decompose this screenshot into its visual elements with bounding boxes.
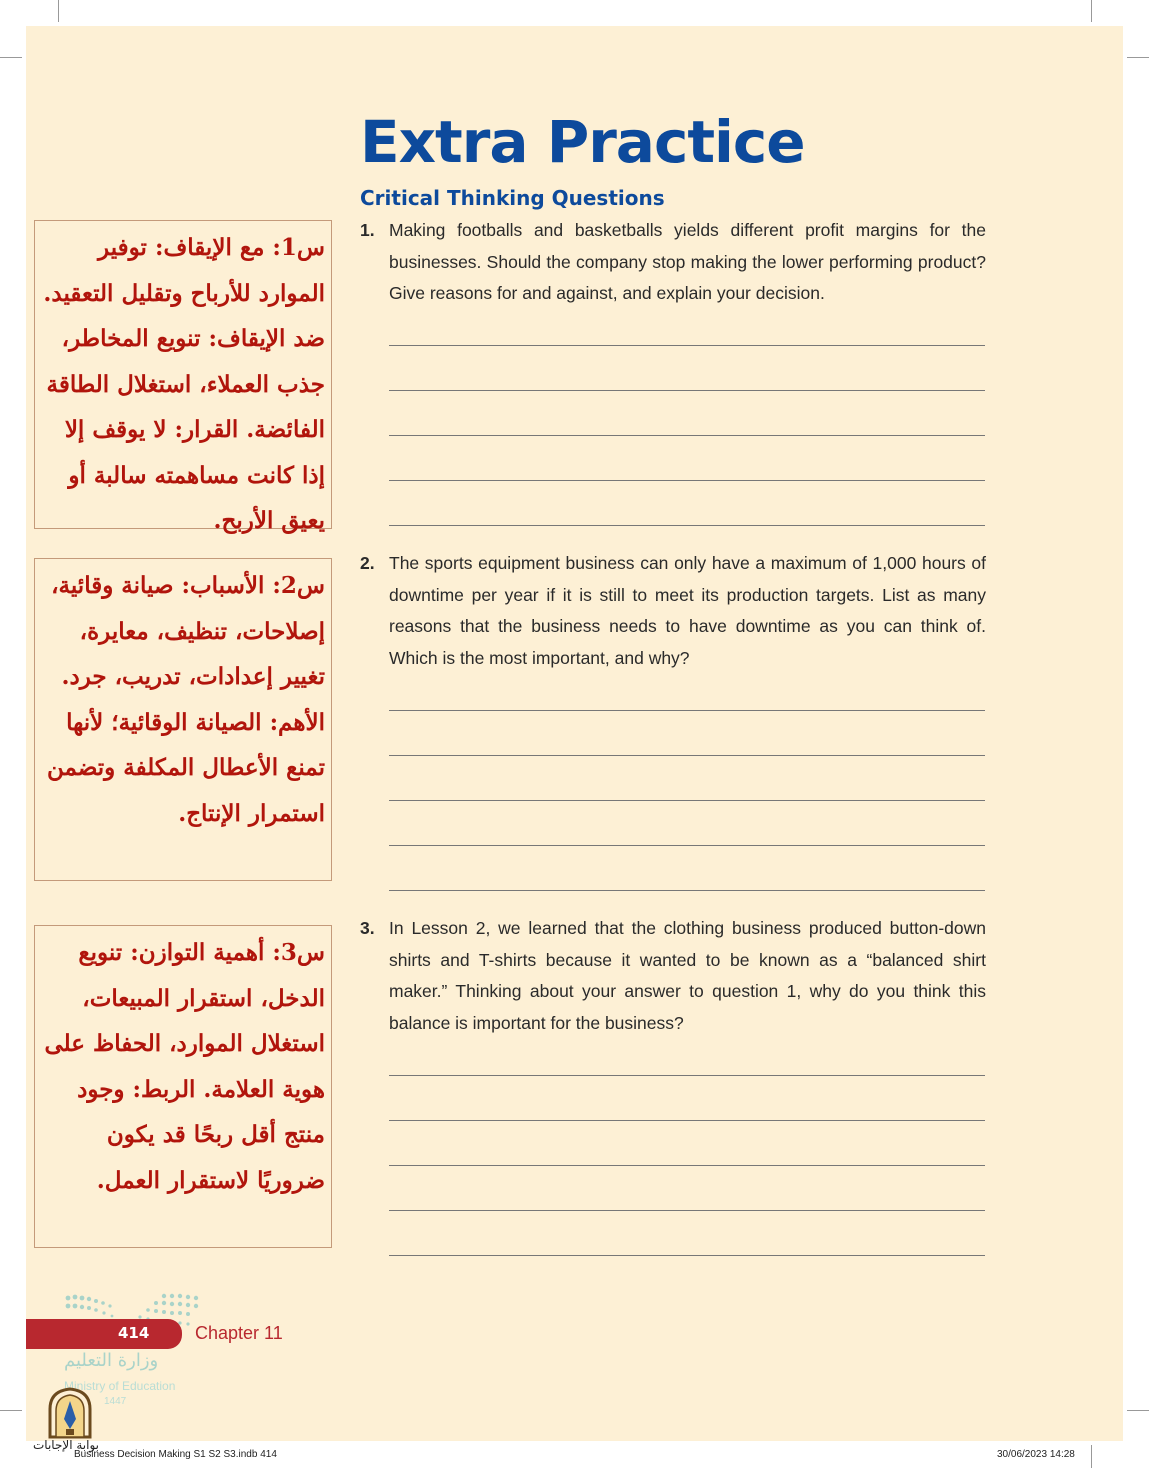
question-text: Making footballs and basketballs yields different profit margins for the businesses. Should the company stop making the lower performing product? Give reasons for and against, and explain your decision. bbox=[389, 220, 986, 303]
answer-line[interactable] bbox=[389, 800, 985, 801]
answer-line[interactable] bbox=[389, 435, 985, 436]
answer-box-3: س3: أهمية التوازن: تنويع الدخل، استقرار المبيعات، استغلال الموارد، الحفاظ على هوية العلامة. الربط: وجود منتج أقل ربحًا قد يكون ضروريًا لاستقرار العمل. bbox=[34, 925, 332, 1248]
ministry-name-arabic: وزارة التعليم bbox=[64, 1350, 159, 1371]
answer-line[interactable] bbox=[389, 1255, 985, 1256]
page-title: Extra Practice bbox=[360, 108, 805, 176]
answer-line[interactable] bbox=[389, 1120, 985, 1121]
site-name: بوابة الإجابات bbox=[33, 1438, 100, 1452]
date-slug: 30/06/2023 14:28 bbox=[997, 1449, 1075, 1460]
question-text: The sports equipment business can only have a maximum of 1,000 hours of downtime per year if it is still to meet its production targets. List as many reasons that the business needs to have downtime as you can think of. Which is the most important, and why? bbox=[389, 553, 986, 668]
question-2 bbox=[360, 548, 986, 674]
answer-line[interactable] bbox=[389, 525, 985, 526]
answer-line[interactable] bbox=[389, 1165, 985, 1166]
ministry-name-english: Ministry of Education bbox=[64, 1379, 176, 1393]
crop-mark bbox=[0, 1410, 22, 1411]
question-3 bbox=[360, 913, 986, 1039]
answer-lines-3[interactable] bbox=[389, 1075, 985, 1300]
question-1 bbox=[360, 215, 986, 310]
question-number: 1. bbox=[360, 220, 375, 240]
answer-box-1: س1: مع الإيقاف: توفير الموارد للأرباح وتقليل التعقيد. ضد الإيقاف: تنويع المخاطر، جذب العملاء، استغلال الطاقة الفائضة. القرار: لا يوقف إلا إذا كانت مساهمته سالبة أو يعيق الأربح. bbox=[34, 220, 332, 529]
file-slug: Business Decision Making S1 S2 S3.indb 414 bbox=[74, 1449, 277, 1460]
chapter-label: Chapter 11 bbox=[195, 1323, 283, 1343]
page-number: 414 bbox=[118, 1324, 150, 1342]
section-subtitle: Critical Thinking Questions bbox=[360, 186, 665, 210]
answer-line[interactable] bbox=[389, 890, 985, 891]
page-number-chip bbox=[26, 1319, 182, 1349]
answer-lines-1[interactable] bbox=[389, 345, 985, 570]
crop-mark bbox=[1127, 1410, 1149, 1411]
crop-mark bbox=[0, 57, 22, 58]
answer-line[interactable] bbox=[389, 345, 985, 346]
ministry-year: 1447 bbox=[104, 1396, 127, 1407]
answer-line[interactable] bbox=[389, 845, 985, 846]
answer-box-2: س2: الأسباب: صيانة وقائية، إصلاحات، تنظيف، معايرة، تغيير إعدادات، تدريب، جرد. الأهم: الصيانة الوقائية؛ لأنها تمنع الأعطال المكلفة وتضمن استمرار الإنتاج. bbox=[34, 558, 332, 881]
answer-line[interactable] bbox=[389, 480, 985, 481]
question-number: 3. bbox=[360, 918, 375, 938]
answer-line[interactable] bbox=[389, 1210, 985, 1211]
answer-line[interactable] bbox=[389, 1075, 985, 1076]
crop-mark bbox=[1091, 0, 1092, 22]
answer-line[interactable] bbox=[389, 755, 985, 756]
crop-mark bbox=[58, 0, 59, 22]
question-text: In Lesson 2, we learned that the clothing business produced button-down shirts and T-shirts because it wanted to be known as a “balanced shirt maker.” Thinking about your answer to question 1, why do you think this balance is important for the business? bbox=[389, 918, 986, 1033]
site-emblem-icon bbox=[46, 1387, 94, 1439]
answer-line[interactable] bbox=[389, 710, 985, 711]
answer-lines-2[interactable] bbox=[389, 710, 985, 935]
question-number: 2. bbox=[360, 553, 375, 573]
answer-line[interactable] bbox=[389, 390, 985, 391]
crop-mark bbox=[1127, 57, 1149, 58]
crop-mark bbox=[1091, 1445, 1092, 1468]
